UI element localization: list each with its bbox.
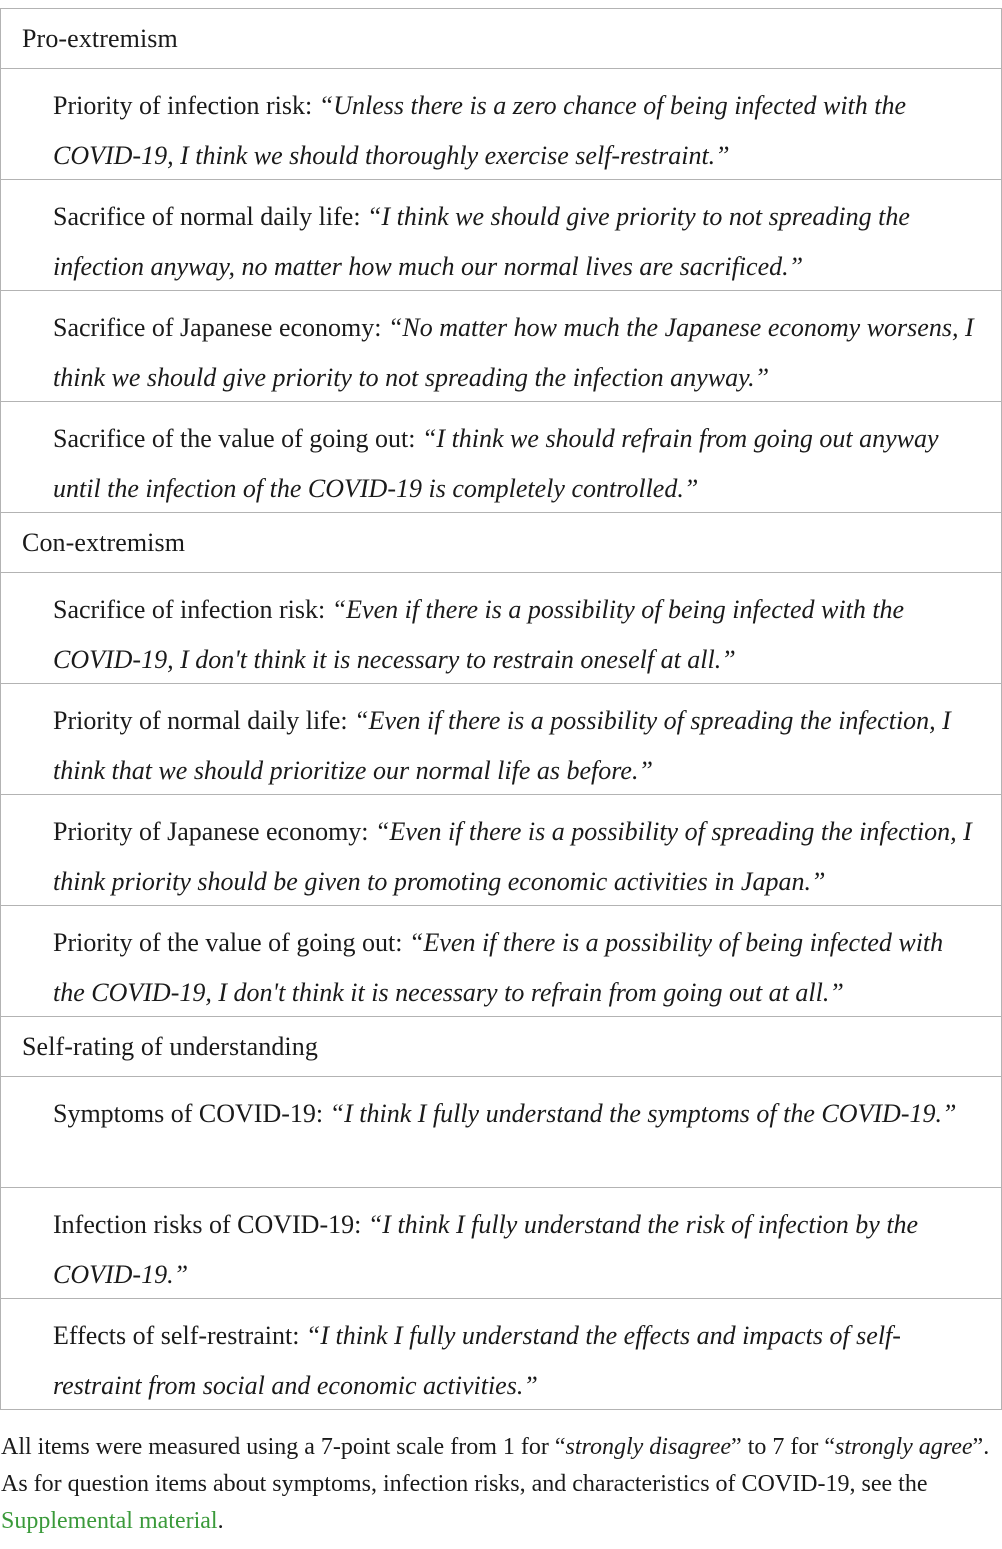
item-label: Sacrifice of infection risk: (53, 595, 332, 624)
table-row (1, 1077, 1001, 1188)
item-quote: “Even if there is a possibility of being infected with the COVID-19, I don't think it is necessary to refrain from going out at all.” (53, 928, 944, 1007)
item-quote: “Even if there is a possibility of being infected with the COVID-19, I don't think it is necessary to restrain oneself at all.” (53, 595, 905, 674)
section-heading-pro-extremism: Pro-extremism (1, 9, 1001, 69)
footnote-text: ” to 7 for “ (731, 1434, 836, 1460)
item-quote: “Unless there is a zero chance of being infected with the COVID-19, I think we should thoroughly exercise self-restraint.” (53, 91, 907, 170)
footnote-italic-text: strongly agree (835, 1434, 973, 1460)
footnote-text: ”. As for question items about symptoms, infection risks, and characteristics of COVID-19, see the (1, 1434, 990, 1497)
table-row (1, 1299, 1001, 1410)
footnote-text: All items were measured using a 7-point scale from 1 for “ (1, 1434, 566, 1460)
item-quote: “No matter how much the Japanese economy worsens, I think we should give priority to not spreading the infection anyway.” (53, 313, 974, 392)
footnote-italic-text: strongly disagree (565, 1434, 732, 1460)
table-row (1, 180, 1001, 291)
item-quote: “I think we should refrain from going out anyway until the infection of the COVID-19 is completely controlled.” (53, 424, 939, 503)
table-row (1, 906, 1001, 1017)
table-row (1, 795, 1001, 906)
footnote-text: . (217, 1508, 224, 1534)
item-quote: “I think I fully understand the risk of infection by the COVID-19.” (53, 1210, 919, 1289)
table-row (1, 402, 1001, 513)
table-row (1, 573, 1001, 684)
item-label: Priority of Japanese economy: (53, 817, 376, 846)
table-footnote (1, 1429, 1001, 1540)
section-heading-self-rating: Self-rating of understanding (1, 1017, 1001, 1077)
item-quote: “I think I fully understand the symptoms of the COVID-19.” (329, 1099, 957, 1128)
supplemental-material-link[interactable]: Supplemental material (1, 1508, 218, 1534)
item-quote: “Even if there is a possibility of spreading the infection, I think that we should prioritize our normal life as before.” (53, 706, 951, 785)
item-label: Sacrifice of normal daily life: (53, 202, 368, 231)
item-label: Effects of self-restraint: (53, 1321, 306, 1350)
section-heading-con-extremism: Con-extremism (1, 513, 1001, 573)
item-label: Sacrifice of Japanese economy: (53, 313, 388, 342)
item-label: Infection risks of COVID-19: (53, 1210, 368, 1239)
table-row (1, 1188, 1001, 1299)
item-quote: “I think I fully understand the effects and impacts of self-restraint from social and economic activities.” (53, 1321, 901, 1400)
item-label: Symptoms of COVID-19: (53, 1099, 330, 1128)
item-quote: “I think we should give priority to not spreading the infection anyway, no matter how much our normal lives are sacrificed.” (53, 202, 910, 281)
item-label: Priority of infection risk: (53, 91, 319, 120)
item-label: Priority of normal daily life: (53, 706, 355, 735)
table-row (1, 291, 1001, 402)
item-quote: “Even if there is a possibility of spreading the infection, I think priority should be given to promoting economic activities in Japan.” (53, 817, 972, 896)
table-row (1, 684, 1001, 795)
table-row (1, 69, 1001, 180)
item-label: Priority of the value of going out: (53, 928, 410, 957)
item-label: Sacrifice of the value of going out: (53, 424, 422, 453)
items-table (0, 8, 1002, 1410)
